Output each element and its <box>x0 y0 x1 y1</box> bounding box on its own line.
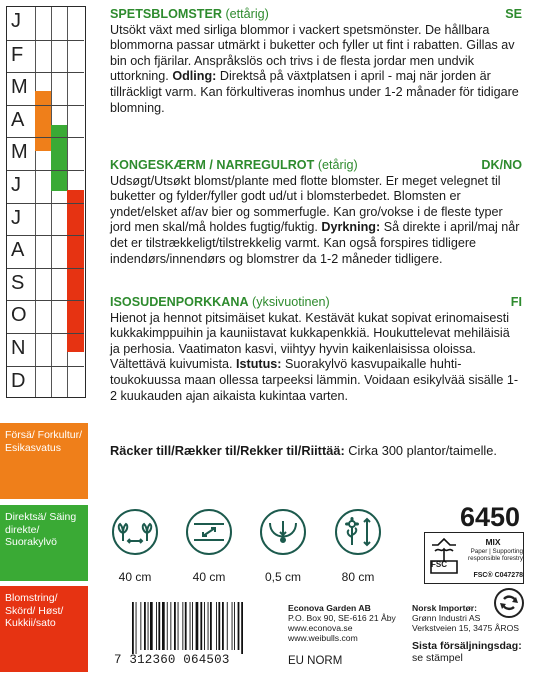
barcode-bar <box>170 602 171 650</box>
row-spacing-icon <box>186 509 232 555</box>
section-body: Hienot ja hennot pitsimäiset kukat. Kestävät kukat sopivat erinomaisesti kukkakimppuihin ja kauniistavat kukkapenkkiä. Houkuttelevat mehiläisiä ja perhosia. Vaatimaton kasvi, viihtyy hyvin kaikenlaisissa oloissa. Vältettävä kuivumista. Istutus: Suorakylvö kasvupaikalle huhti-toukokuussa maan ollessa tarpeeksi lämmin. Voidaan esikylvää sisälle 1-2 kuukauden ajan aikaista kukintaa varten. <box>110 310 519 403</box>
barcode-bar <box>192 602 193 650</box>
calendar-month-letter: J <box>11 10 21 32</box>
barcode-bar <box>238 602 240 650</box>
section-subtitle: (etårig) <box>317 158 358 172</box>
calendar-month-letter: M <box>11 141 28 164</box>
last-sale-block <box>412 640 537 664</box>
barcode-bar <box>136 602 137 654</box>
calendar-month-letter: M <box>11 76 28 99</box>
sufficiency-label: Räcker till/Rækker til/Rekker til/Riittää: <box>110 443 345 458</box>
sowing-depth-icon <box>260 509 306 555</box>
fsc-mix: MIX <box>485 537 501 547</box>
sufficiency-line <box>110 443 540 458</box>
calendar-month-row <box>7 268 84 301</box>
calendar-month-letter: J <box>11 174 21 196</box>
language-code: DK/NO <box>481 158 522 172</box>
last-sale-value: se stämpel <box>412 652 463 664</box>
barcode-bar <box>185 602 187 650</box>
company-web2: www.weibulls.com <box>288 633 358 643</box>
calendar-month-row <box>7 333 84 366</box>
barcode-bar <box>218 602 220 650</box>
calendar-month-row <box>7 72 84 105</box>
barcode-bar <box>148 602 149 650</box>
fsc-paper: Paper | Supporting responsible forestry <box>468 548 523 562</box>
legend-bloom-label: Blomstring/ Skörd/ Høst/ Kukkii/sato <box>5 592 64 629</box>
importer-title: Norsk Importør: <box>412 603 477 613</box>
fsc-code: FSC® C047278 <box>473 572 523 579</box>
company-web: www.econova.se <box>288 623 353 633</box>
calendar-month-row <box>7 203 84 236</box>
calendar-month-letter: A <box>11 108 25 131</box>
barcode-bar <box>140 602 141 650</box>
barcode-bar <box>182 602 183 650</box>
barcode-bar <box>241 602 243 654</box>
calendar-month-letter: A <box>11 239 25 262</box>
barcode-bar <box>227 602 228 650</box>
section-body: Utsökt växt med sirliga blommor i vackert spetsmönster. De hållbara blommorna passar utmärkt i buketter och fyller ut fint i rabatten. Gillas av bin och fjärilar. Anspråkslös och trivs i de flesta jordar men undvik uttorkning. Odling: Direktså på växtplatsen i april - maj när jorden är tillräckligt varm. Kan förkultiveras inomhus under 1-2 månader för tidigare blomning. <box>110 22 519 115</box>
barcode-bar <box>222 602 224 650</box>
eu-norm: EU NORM <box>288 655 343 667</box>
section-title: ISOSUDENPORKKANA <box>110 295 249 309</box>
calendar-month-row <box>7 137 84 170</box>
barcode <box>130 602 278 654</box>
language-code: SE <box>505 7 522 21</box>
calendar-month-row <box>7 170 84 203</box>
barcode-bars <box>130 602 278 654</box>
barcode-bar <box>232 602 233 650</box>
calendar-month-row <box>7 235 84 268</box>
barcode-bar <box>150 602 153 650</box>
barcode-bar <box>200 602 202 650</box>
calendar-month-letter: J <box>11 206 21 229</box>
plant-spacing-icon <box>112 509 158 555</box>
calendar-month-row <box>7 300 84 333</box>
sowing-depth-label: 0,5 cm <box>264 570 301 584</box>
section-body: Udsøgt/Utsøkt blomst/plante med flotte blomster. Er meget velegnet til buketter og fylder/fyller godt ud/ut i blomsterbedet. Blomsten er yndet/elsket af/av bier og sommerfugle. Kan gro/vokse i de fleste typer jord men skal/må holdes fugtig/fuktig. Dyrkning: Så direkte i april/maj når det er tilstrækkeligt/tilstrekkelig varmt. Kan også forspires tidligere indendørs/innendørs og blomstrer da 1-2 måneder tidligere. <box>110 173 520 266</box>
section-subtitle: (ettårig) <box>225 7 269 21</box>
section-subtitle: (yksivuotinen) <box>252 295 330 309</box>
fsc-tree-icon <box>429 537 459 575</box>
calendar-month-letter: F <box>11 43 24 66</box>
barcode-bar <box>132 602 134 654</box>
barcode-bar <box>156 602 157 650</box>
sowing-calendar <box>6 6 86 398</box>
recycle-icon <box>494 588 524 618</box>
barcode-bar <box>204 602 205 650</box>
barcode-bar <box>208 602 209 650</box>
company-address: P.O. Box 90, SE-616 21 Åby <box>288 613 396 623</box>
barcode-bar <box>162 602 165 650</box>
barcode-digits: 7 312360 064503 <box>114 653 230 667</box>
plant-height-icon <box>335 509 381 555</box>
fsc-logo-text: FSC <box>431 560 447 569</box>
calendar-month-letter: N <box>11 337 26 359</box>
fsc-label <box>424 532 524 584</box>
barcode-bar <box>174 602 176 650</box>
calendar-month-row <box>7 40 84 73</box>
plant-height-label: 80 cm <box>341 570 375 584</box>
section-fi <box>110 295 522 404</box>
section-dk-no <box>110 158 522 267</box>
section-se <box>110 7 522 116</box>
legend-directsow <box>0 505 88 581</box>
barcode-bar <box>196 602 199 650</box>
barcode-bar <box>234 602 235 650</box>
section-title: KONGESKÆRM / NARREGULROT <box>110 158 315 172</box>
section-title: SPETSBLOMSTER <box>110 7 222 21</box>
legend-presow <box>0 423 88 499</box>
calendar-month-letter: D <box>11 369 26 392</box>
row-spacing-label: 40 cm <box>192 570 226 584</box>
calendar-month-letter: S <box>11 271 25 294</box>
legend-bloom <box>0 586 88 672</box>
language-code: FI <box>510 295 522 309</box>
calendar-month-row <box>7 7 84 40</box>
last-sale-title: Sista försäljningsdag: <box>412 640 522 652</box>
calendar-month-row <box>7 105 84 138</box>
barcode-bar <box>178 602 179 650</box>
sufficiency-value: Cirka 300 plantor/taimelle. <box>348 443 497 458</box>
barcode-bar <box>158 602 160 650</box>
calendar-month-letter: O <box>11 304 27 327</box>
calendar-month-row <box>7 366 84 399</box>
barcode-bar <box>167 602 168 650</box>
importer-address: Verkstveien 15, 3475 ÅROS <box>412 623 520 633</box>
legend-directsow-label: Direktsä/ Säing direkte/ Suorakylvö <box>5 511 77 548</box>
barcode-bar <box>210 602 212 650</box>
barcode-bar <box>144 602 146 650</box>
article-number: 6450 <box>460 502 521 532</box>
legend-presow-label: Försä/ Forkultur/ Esikasvatus <box>5 429 83 454</box>
company-block <box>288 603 408 643</box>
company-name: Econova Garden AB <box>288 603 371 613</box>
barcode-bar <box>190 602 191 650</box>
plant-spacing-label: 40 cm <box>118 570 152 584</box>
barcode-bar <box>216 602 217 650</box>
importer-name: Grønn Industri AS <box>412 613 481 623</box>
